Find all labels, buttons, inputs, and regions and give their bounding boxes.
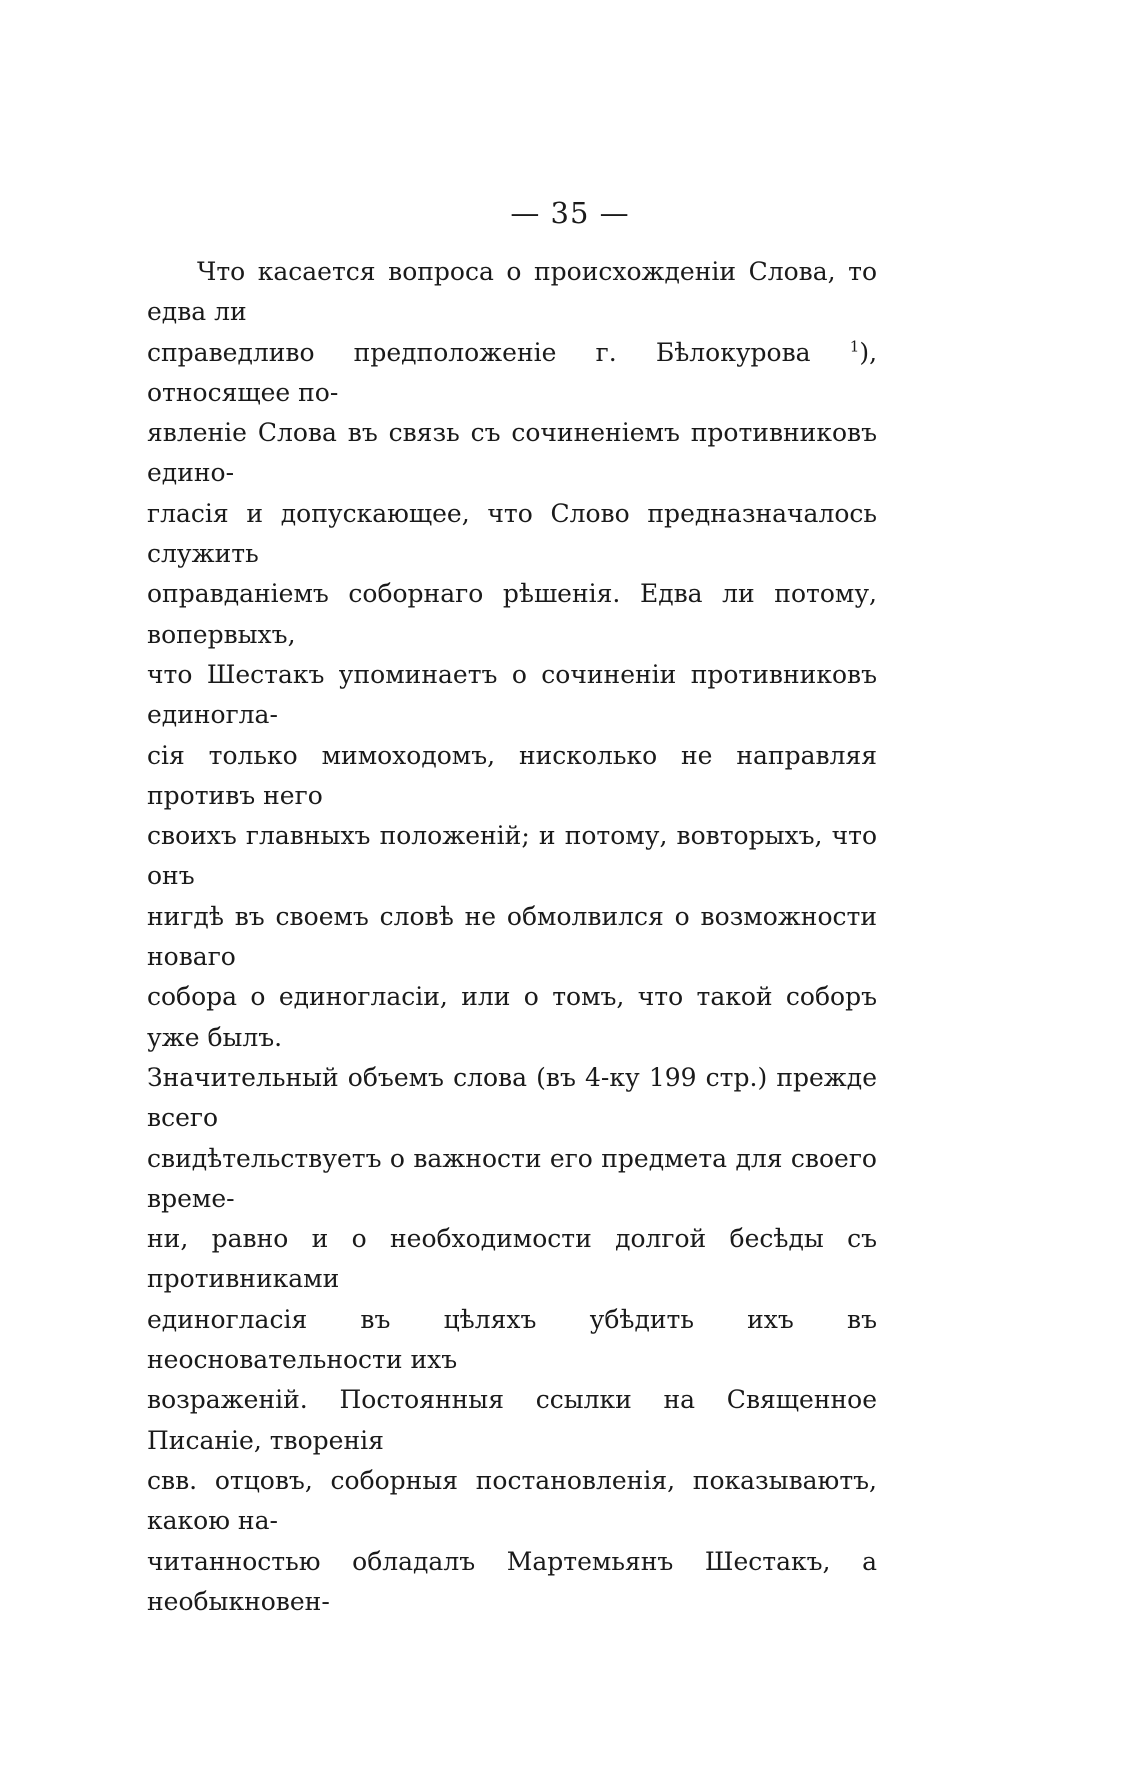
text-line: единогласія въ цѣляхъ убѣдить ихъ въ неосновательности ихъ bbox=[147, 1304, 877, 1375]
text-line: Что касается вопроса о происхожденіи Слова, то едва ли bbox=[147, 257, 877, 327]
text-line: собора о единогласіи, или о томъ, что такой соборъ уже былъ. bbox=[147, 982, 877, 1052]
text-line: ни, равно и о необходимости долгой бесѣды съ противниками bbox=[147, 1224, 877, 1294]
text-line: свв. отцовъ, соборныя постановленія, показываютъ, какою на- bbox=[147, 1465, 877, 1536]
footnote-marker: 1 bbox=[849, 337, 860, 356]
text-line bbox=[147, 333, 877, 414]
text-line: своихъ главныхъ положеній; и потому, вовторыхъ, что онъ bbox=[147, 821, 877, 891]
text-segment: справедливо предположеніе г. Бѣлокурова bbox=[147, 337, 811, 367]
text-line: гласія и допускающее, что Слово предназначалось служить bbox=[147, 498, 877, 569]
main-paragraph bbox=[147, 252, 877, 1622]
text-line: Значительный объемъ слова (въ 4-ку 199 стр.) прежде всего bbox=[147, 1062, 877, 1133]
text-line: возраженій. Постоянныя ссылки на Священное Писаніе, творенія bbox=[147, 1385, 877, 1455]
text-line: свидѣтельствуетъ о важности его предмета для своего време- bbox=[147, 1143, 877, 1213]
text-line: читанностью обладалъ Мартемьянъ Шестакъ, а необыкновен- bbox=[147, 1546, 877, 1616]
text-line: оправданіемъ соборнаго рѣшенія. Едва ли потому, вопервыхъ, bbox=[147, 579, 877, 649]
page-number: — 35 — bbox=[510, 196, 630, 230]
text-line: явленіе Слова въ связь съ сочиненіемъ противниковъ едино- bbox=[147, 418, 877, 488]
text-line: нигдѣ въ своемъ словѣ не обмолвился о возможности новаго bbox=[147, 901, 877, 972]
text-line: что Шестакъ упоминаетъ о сочиненіи противниковъ единогла- bbox=[147, 659, 877, 730]
text-segment: ), относящее по- bbox=[147, 337, 878, 407]
text-line: сія только мимоходомъ, нисколько не направляя противъ него bbox=[147, 740, 877, 810]
